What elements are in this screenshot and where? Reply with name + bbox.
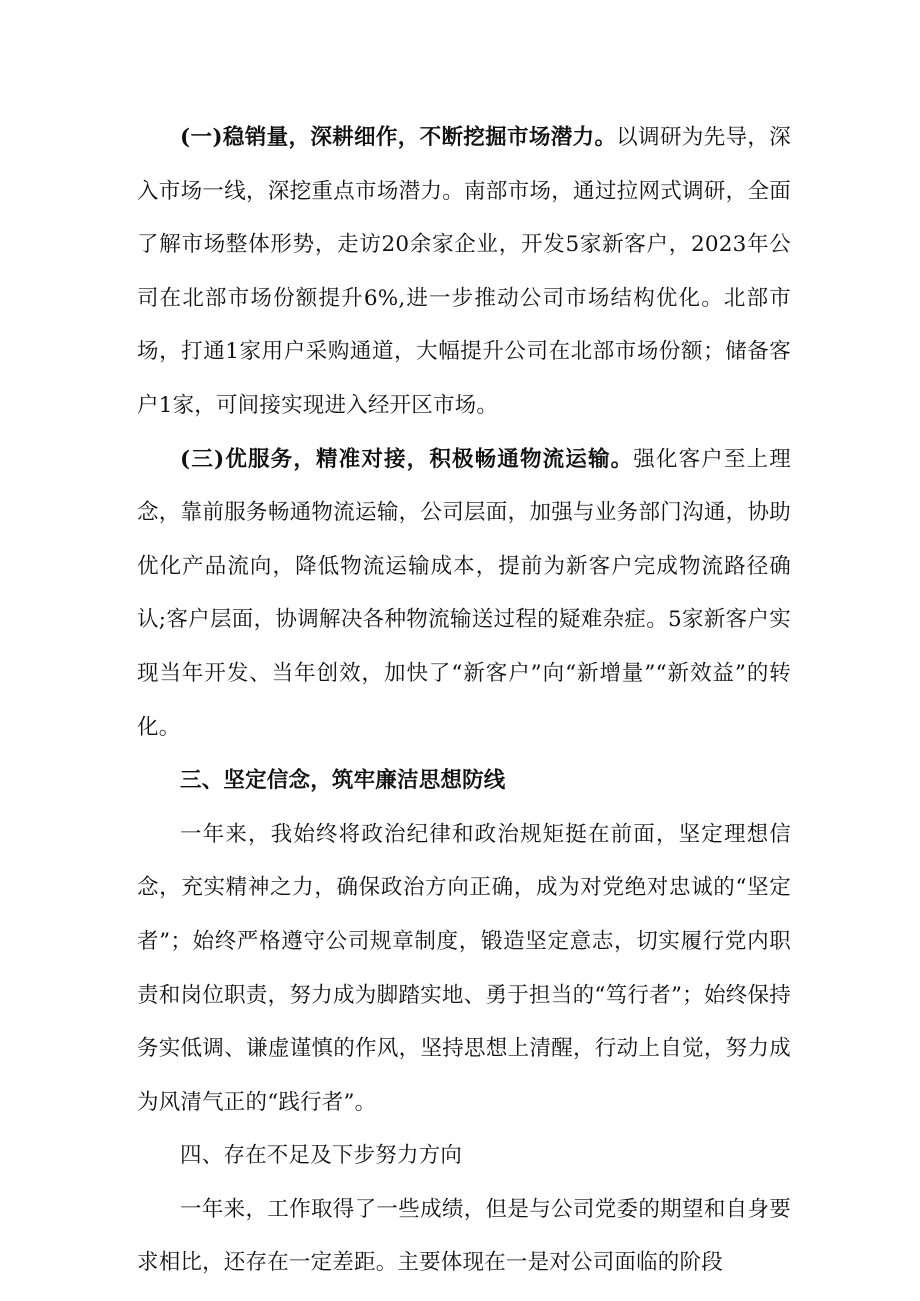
paragraph-integrity: 一年来，我始终将政治纪律和政治规矩挺在前面，坚定理想信念，充实精神之力，确保政治方向正确，成为对党绝对忠诚的“坚定者”；始终严格遵守公司规章制度，锻造坚定意志，切实履行党内职责和岗位职责，努力成为脚踏实地、勇于担当的“笃行者”；始终保持务实低调、谦虚谨慎的作风，坚持思想上清醒，行动上自觉，努力成为风清气正的“践行者”。 <box>137 821 791 1115</box>
section-heading-3: 三、坚定信念，筑牢廉洁思想防线 <box>180 768 506 794</box>
paragraph-service-body: 强化客户至上理念，靠前服务畅通物流运输，公司层面，加强与业务部门沟通，协助优化产品流向，降低物流运输成本，提前为新客户完成物流路径确认;客户层面，协调解决各种物流输送过程的疑难杂症。5家新客户实现当年开发、当年创效，加快了“新客户”向“新增量”“新效益”的转化。 <box>137 446 791 740</box>
paragraph-sales-body: 以调研为先导，深入市场一线，深挖重点市场潜力。南部市场，通过拉网式调研，全面了解市场整体形势，走访20余家企业，开发5家新客户，2023年公司在北部市场份额提升6%,进一步推动公司市场结构优化。北部市场，打通1家用户采购通道，大幅提升公司在北部市场份额；储备客户1家，可间接实现进入经开区市场。 <box>137 125 791 418</box>
paragraph-service-lead: (三)优服务，精准对接，积极畅通物流运输。 <box>180 446 634 472</box>
section-heading-4: 四、存在不足及下步努力方向 <box>180 1143 463 1169</box>
document-page <box>137 111 791 1290</box>
paragraph-service <box>137 433 791 755</box>
paragraph-sales-lead: (一)稳销量，深耕细作，不断挖掘市场潜力。 <box>180 125 617 150</box>
paragraph-shortcomings: 一年来，工作取得了一些成绩，但是与公司党委的期望和自身要求相比，还存在一定差距。主要体现在一是对公司面临的阶段 <box>137 1196 791 1276</box>
paragraph-sales <box>137 111 791 433</box>
